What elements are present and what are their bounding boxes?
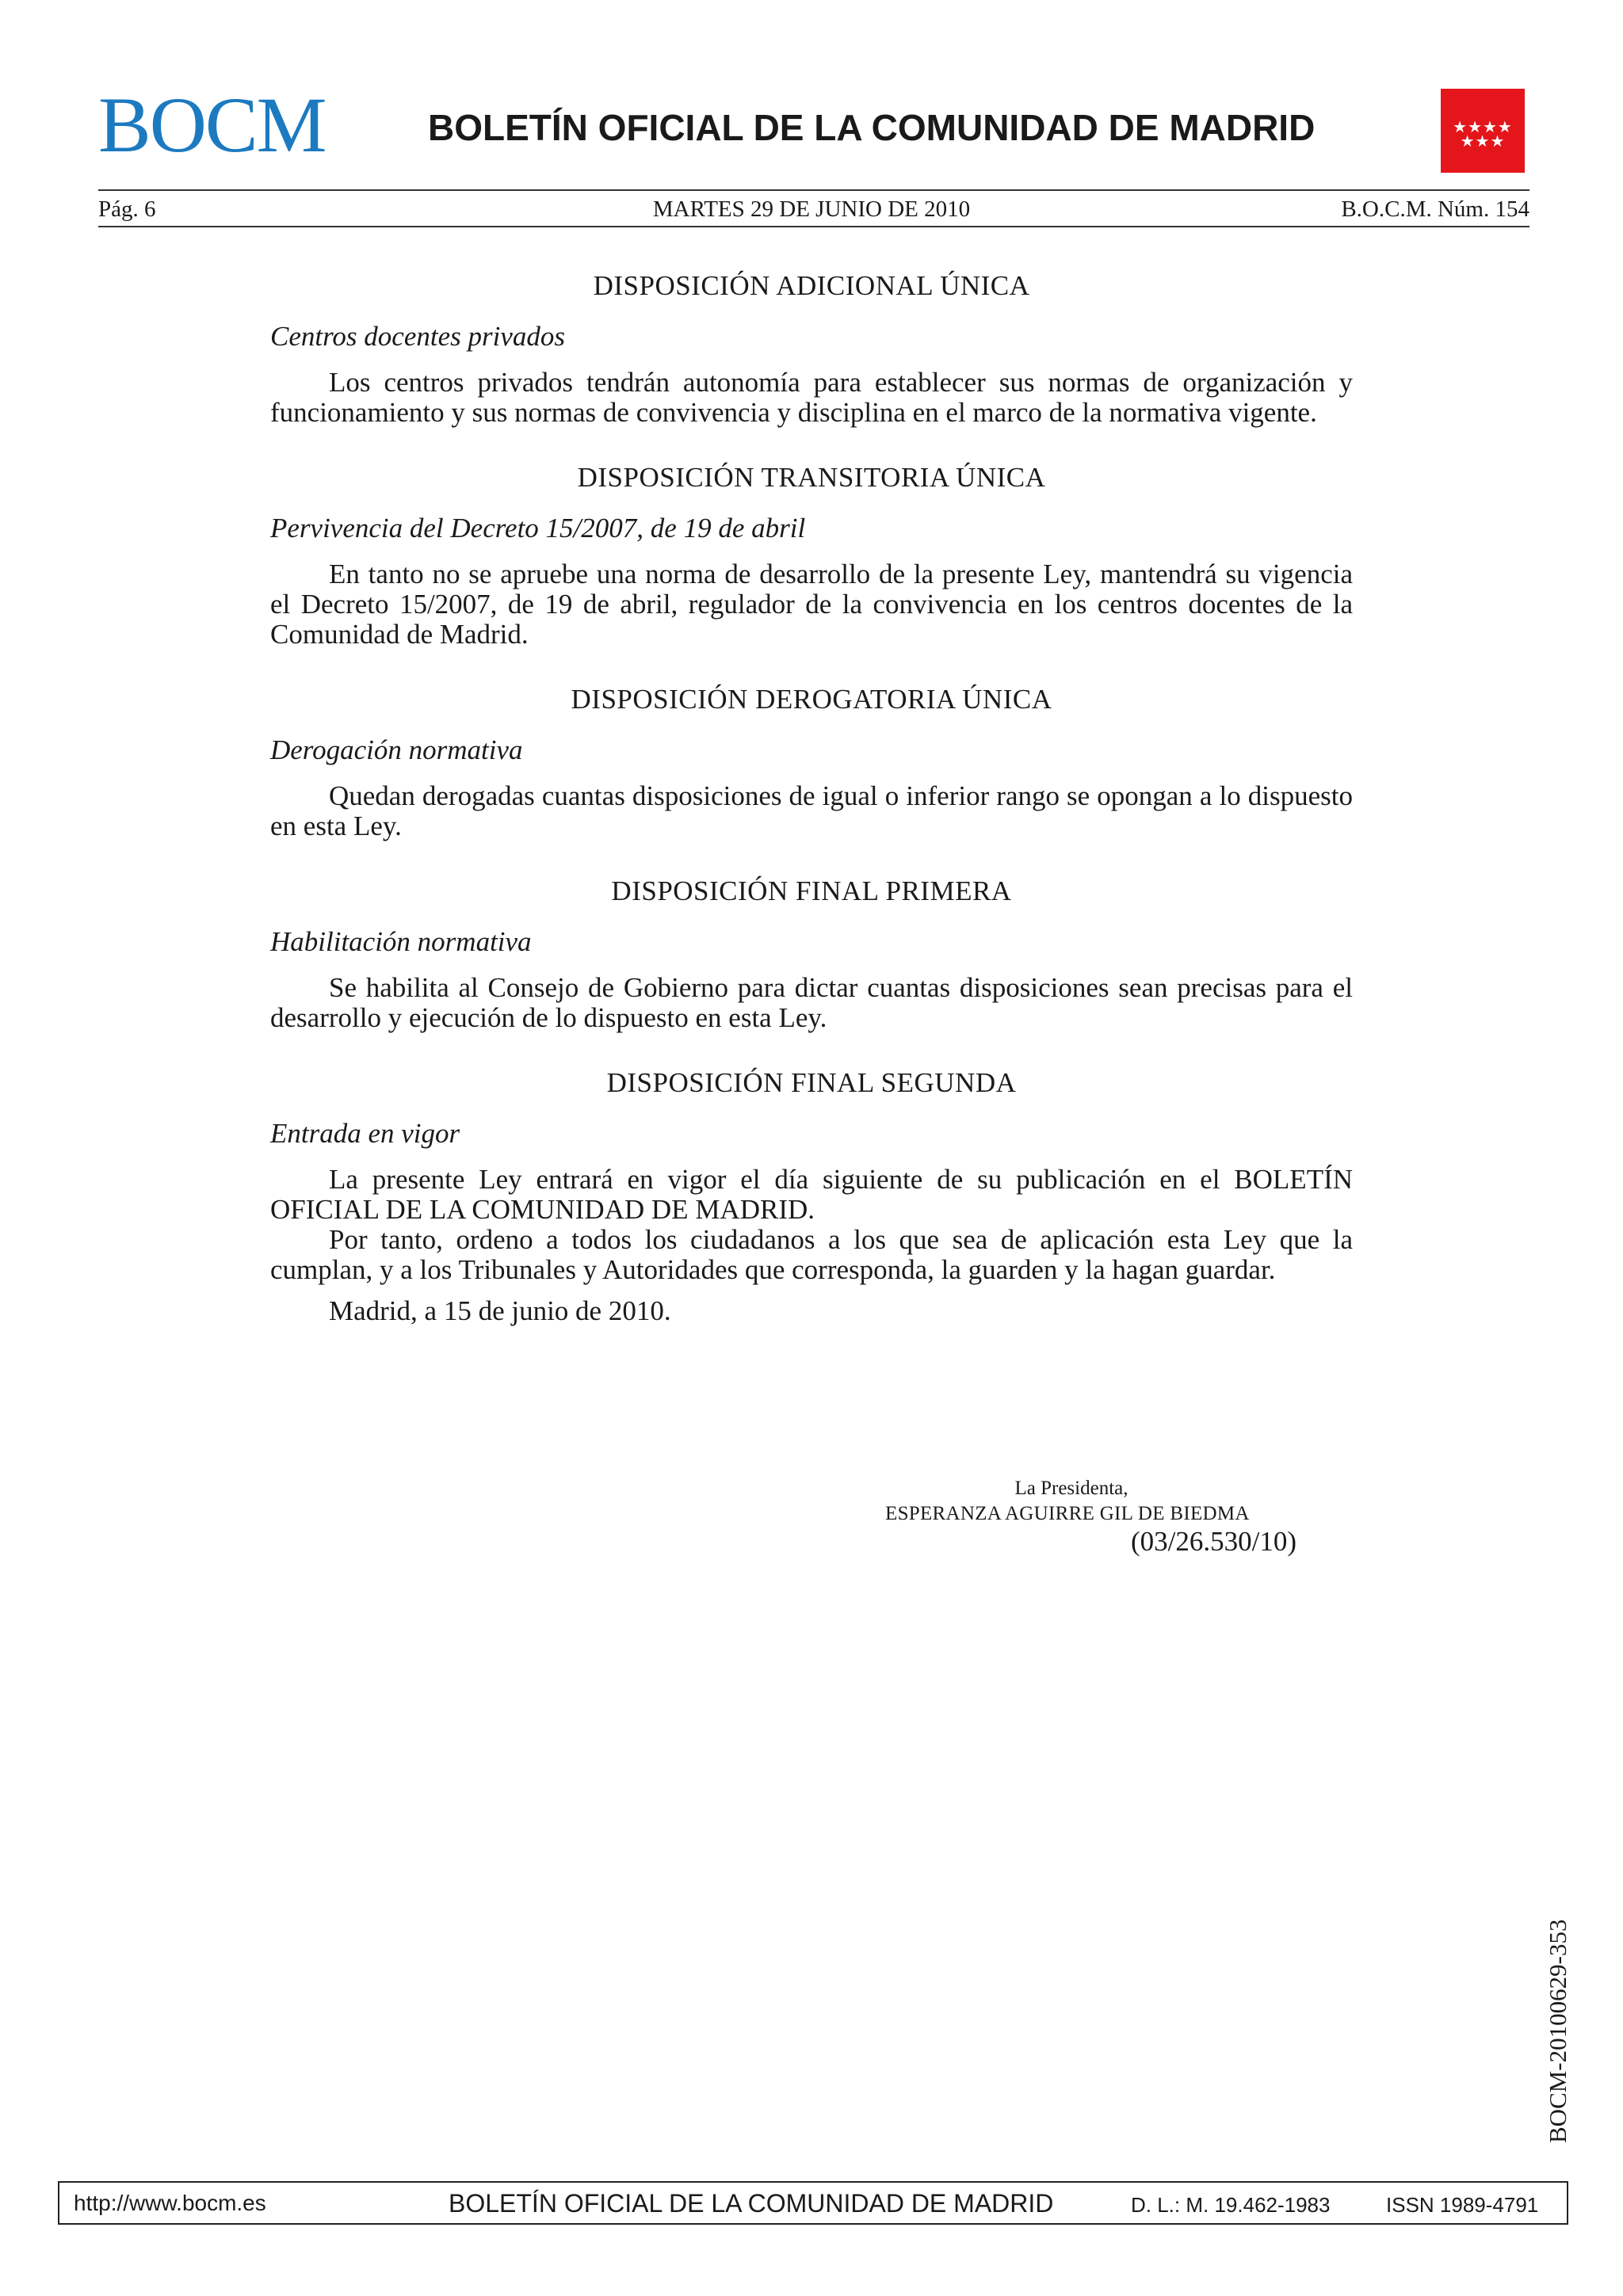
- section-paragraph: La presente Ley entrará en vigor el día siguiente de su publicación en el BOLETÍN OFICIAL DE LA COMUNIDAD DE MADRID.: [270, 1164, 1353, 1225]
- footer-title: BOLETÍN OFICIAL DE LA COMUNIDAD DE MADRID: [449, 2189, 1054, 2218]
- section-subheading: Derogación normativa: [270, 734, 523, 765]
- section-transitoria: [270, 461, 1353, 650]
- section-paragraph: Por tanto, ordeno a todos los ciudadanos a los que sea de aplicación esta Ley que la cumplan, y a los Tribunales y Autoridades que corresponda, la guarden y la hagan guardar.: [270, 1224, 1353, 1285]
- bocm-logo: BOCM: [98, 81, 326, 169]
- page-number: Pág. 6: [98, 196, 156, 222]
- madrid-flag: [1441, 89, 1525, 173]
- signature-block: [885, 1476, 1258, 1527]
- footer-legal-deposit: D. L.: M. 19.462-1983: [1131, 2193, 1331, 2217]
- section-final-primera: [270, 875, 1353, 1033]
- footer-issn: ISSN 1989-4791: [1386, 2193, 1539, 2217]
- flag-stars-bottom: ★★★: [1460, 132, 1506, 151]
- section-heading: DISPOSICIÓN ADICIONAL ÚNICA: [593, 270, 1030, 301]
- header-rule-bottom: [98, 226, 1529, 227]
- section-paragraph: Quedan derogadas cuantas disposiciones de igual o inferior rango se opongan a lo dispuesto en esta Ley.: [270, 780, 1353, 841]
- document-body: [270, 269, 1353, 1326]
- bulletin-title: BOLETÍN OFICIAL DE LA COMUNIDAD DE MADRID: [428, 107, 1316, 148]
- section-subheading: Habilitación normativa: [270, 926, 532, 957]
- issue-date: MARTES 29 DE JUNIO DE 2010: [652, 196, 971, 222]
- section-heading: DISPOSICIÓN TRANSITORIA ÚNICA: [577, 462, 1046, 493]
- section-paragraph: Se habilita al Consejo de Gobierno para dictar cuantas disposiciones sean precisas para el desarrollo y ejecución de lo dispuesto en esta Ley.: [270, 972, 1353, 1033]
- signer-role: La Presidenta,: [1014, 1478, 1128, 1499]
- signer-name: ESPERANZA AGUIRRE GIL DE BIEDMA: [885, 1503, 1250, 1524]
- section-final-segunda: [270, 1066, 1353, 1326]
- date-line: Madrid, a 15 de junio de 2010.: [329, 1295, 671, 1326]
- header-rule-top: [98, 189, 1529, 191]
- flag-stars-top: ★★★★: [1453, 117, 1513, 136]
- issue-number: B.O.C.M. Núm. 154: [1341, 196, 1529, 222]
- section-heading: DISPOSICIÓN DEROGATORIA ÚNICA: [571, 684, 1052, 715]
- footer-box: [58, 2181, 1568, 2225]
- section-subheading: Entrada en vigor: [270, 1118, 460, 1149]
- section-derogatoria: [270, 683, 1353, 841]
- footer-url[interactable]: http://www.bocm.es: [74, 2191, 266, 2215]
- section-adicional: [270, 269, 1353, 428]
- section-paragraph: En tanto no se apruebe una norma de desarrollo de la presente Ley, mantendrá su vigencia el Decreto 15/2007, de 19 de abril, regulador de la convivencia en los centros docentes de la Comunidad de Madrid.: [270, 559, 1353, 650]
- section-subheading: Pervivencia del Decreto 15/2007, de 19 de abril: [270, 513, 806, 543]
- side-document-code: BOCM-20100629-353: [1544, 1919, 1571, 2143]
- section-heading: DISPOSICIÓN FINAL SEGUNDA: [606, 1067, 1017, 1098]
- section-paragraph: Los centros privados tendrán autonomía para establecer sus normas de organización y funcionamiento y sus normas de convivencia y disciplina en el marco de la normativa vigente.: [270, 367, 1353, 428]
- section-subheading: Centros docentes privados: [270, 321, 565, 352]
- reference-number: (03/26.530/10): [1130, 1526, 1296, 1557]
- section-heading: DISPOSICIÓN FINAL PRIMERA: [611, 875, 1012, 906]
